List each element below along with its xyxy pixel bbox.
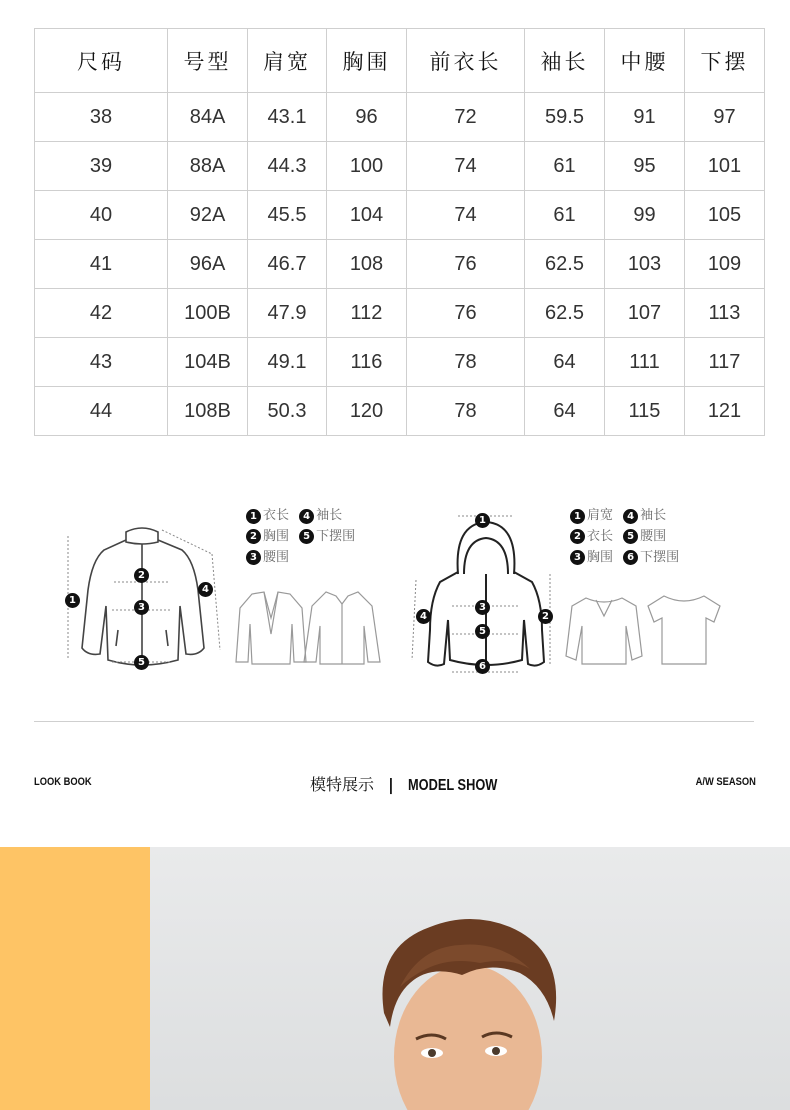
table-cell: 117 [685, 338, 765, 387]
legend-label: 腰围 [263, 549, 290, 565]
column-header: 前衣长 [407, 29, 525, 93]
table-cell: 43.1 [248, 93, 327, 142]
table-cell: 38 [35, 93, 168, 142]
table-cell: 74 [407, 142, 525, 191]
size-chart-body [35, 93, 765, 436]
blazer-shirt-sketch [234, 584, 384, 668]
table-cell: 44 [35, 387, 168, 436]
model-portrait [370, 917, 570, 1110]
legend-label: 衣长 [263, 508, 290, 523]
hoodie-marker-5: 5 [475, 624, 490, 639]
table-cell: 44.3 [248, 142, 327, 191]
jacket-marker-5: 5 [134, 655, 149, 670]
column-header: 下摆 [685, 29, 765, 93]
table-cell: 64 [525, 338, 605, 387]
section-title-cn: 模特展示 [310, 775, 375, 794]
legend-num: 2 [570, 529, 585, 544]
column-header: 中腰 [605, 29, 685, 93]
table-cell: 105 [685, 191, 765, 240]
table-cell: 50.3 [248, 387, 327, 436]
legend-num: 4 [623, 509, 638, 524]
season-label: A/W SEASON [695, 776, 756, 788]
table-cell: 112 [327, 289, 407, 338]
table-cell: 108 [327, 240, 407, 289]
legend-num: 2 [246, 529, 261, 544]
legend-num: 6 [623, 550, 638, 565]
table-cell: 100 [327, 142, 407, 191]
orange-backdrop [0, 847, 150, 1110]
table-cell: 39 [35, 142, 168, 191]
table-cell: 42 [35, 289, 168, 338]
model-photo [0, 847, 790, 1110]
legend-num: 5 [623, 529, 638, 544]
table-cell: 109 [685, 240, 765, 289]
table-cell: 108B [168, 387, 248, 436]
section-divider [34, 721, 754, 722]
table-cell: 62.5 [525, 289, 605, 338]
legend-label: 胸围 [263, 528, 290, 544]
jacket-measurement-sketch [54, 510, 244, 680]
section-nav [34, 772, 756, 800]
hoodie-marker-6: 6 [475, 659, 490, 674]
jacket-legend [246, 506, 361, 568]
table-cell: 46.7 [248, 240, 327, 289]
table-row [35, 191, 765, 240]
table-cell: 104 [327, 191, 407, 240]
table-cell: 97 [685, 93, 765, 142]
table-cell: 59.5 [525, 93, 605, 142]
measurement-diagram [34, 490, 756, 690]
legend-label: 下摆围 [640, 549, 680, 565]
table-cell: 95 [605, 142, 685, 191]
jacket-marker-1: 1 [65, 593, 80, 608]
table-cell: 115 [605, 387, 685, 436]
hoodie-marker-4: 4 [416, 609, 431, 624]
legend-label: 腰围 [640, 528, 667, 544]
table-cell: 62.5 [525, 240, 605, 289]
size-chart-header-row [35, 29, 765, 93]
table-cell: 121 [685, 387, 765, 436]
hoodie-legend [570, 506, 685, 568]
table-cell: 76 [407, 289, 525, 338]
table-cell: 40 [35, 191, 168, 240]
hoodie-marker-1: 1 [475, 513, 490, 528]
table-cell: 101 [685, 142, 765, 191]
section-title-separator: | [388, 775, 394, 794]
legend-label: 胸围 [587, 549, 614, 565]
legend-label: 肩宽 [587, 508, 614, 523]
legend-num: 1 [570, 509, 585, 524]
table-cell: 104B [168, 338, 248, 387]
hoodie-measurement-sketch [408, 510, 558, 680]
column-header: 袖长 [525, 29, 605, 93]
table-cell: 61 [525, 142, 605, 191]
jacket-marker-4: 4 [198, 582, 213, 597]
table-cell: 111 [605, 338, 685, 387]
column-header: 号型 [168, 29, 248, 93]
table-cell: 96 [327, 93, 407, 142]
table-cell: 107 [605, 289, 685, 338]
table-cell: 74 [407, 191, 525, 240]
table-cell: 99 [605, 191, 685, 240]
table-cell: 43 [35, 338, 168, 387]
table-cell: 84A [168, 93, 248, 142]
table-cell: 41 [35, 240, 168, 289]
table-cell: 76 [407, 240, 525, 289]
column-header: 肩宽 [248, 29, 327, 93]
table-cell: 45.5 [248, 191, 327, 240]
table-cell: 92A [168, 191, 248, 240]
column-header: 胸围 [327, 29, 407, 93]
table-row [35, 142, 765, 191]
legend-label: 袖长 [640, 508, 667, 523]
table-cell: 47.9 [248, 289, 327, 338]
section-title-en: MODEL SHOW [407, 777, 498, 794]
hoodie-marker-2: 2 [538, 609, 553, 624]
table-cell: 120 [327, 387, 407, 436]
section-title [310, 772, 520, 795]
table-row [35, 338, 765, 387]
table-cell: 96A [168, 240, 248, 289]
table-row [35, 240, 765, 289]
legend-label: 袖长 [316, 508, 343, 523]
table-cell: 113 [685, 289, 765, 338]
table-cell: 61 [525, 191, 605, 240]
table-row [35, 289, 765, 338]
table-cell: 78 [407, 387, 525, 436]
table-cell: 72 [407, 93, 525, 142]
legend-label: 衣长 [587, 528, 614, 544]
table-cell: 100B [168, 289, 248, 338]
size-chart-table [34, 28, 765, 436]
legend-num: 1 [246, 509, 261, 524]
jacket-marker-3: 3 [134, 600, 149, 615]
table-row [35, 93, 765, 142]
jacket-marker-2: 2 [134, 568, 149, 583]
hoodie-marker-3: 3 [475, 600, 490, 615]
table-cell: 116 [327, 338, 407, 387]
table-cell: 64 [525, 387, 605, 436]
table-cell: 103 [605, 240, 685, 289]
legend-num: 5 [299, 529, 314, 544]
legend-num: 3 [246, 550, 261, 565]
table-cell: 78 [407, 338, 525, 387]
column-header: 尺码 [35, 29, 168, 93]
legend-label: 下摆围 [316, 528, 356, 544]
table-cell: 88A [168, 142, 248, 191]
legend-num: 3 [570, 550, 585, 565]
tshirt-sketch [564, 592, 724, 670]
table-row [35, 387, 765, 436]
table-cell: 49.1 [248, 338, 327, 387]
look-book-label: LOOK BOOK [34, 776, 92, 788]
table-cell: 91 [605, 93, 685, 142]
legend-num: 4 [299, 509, 314, 524]
